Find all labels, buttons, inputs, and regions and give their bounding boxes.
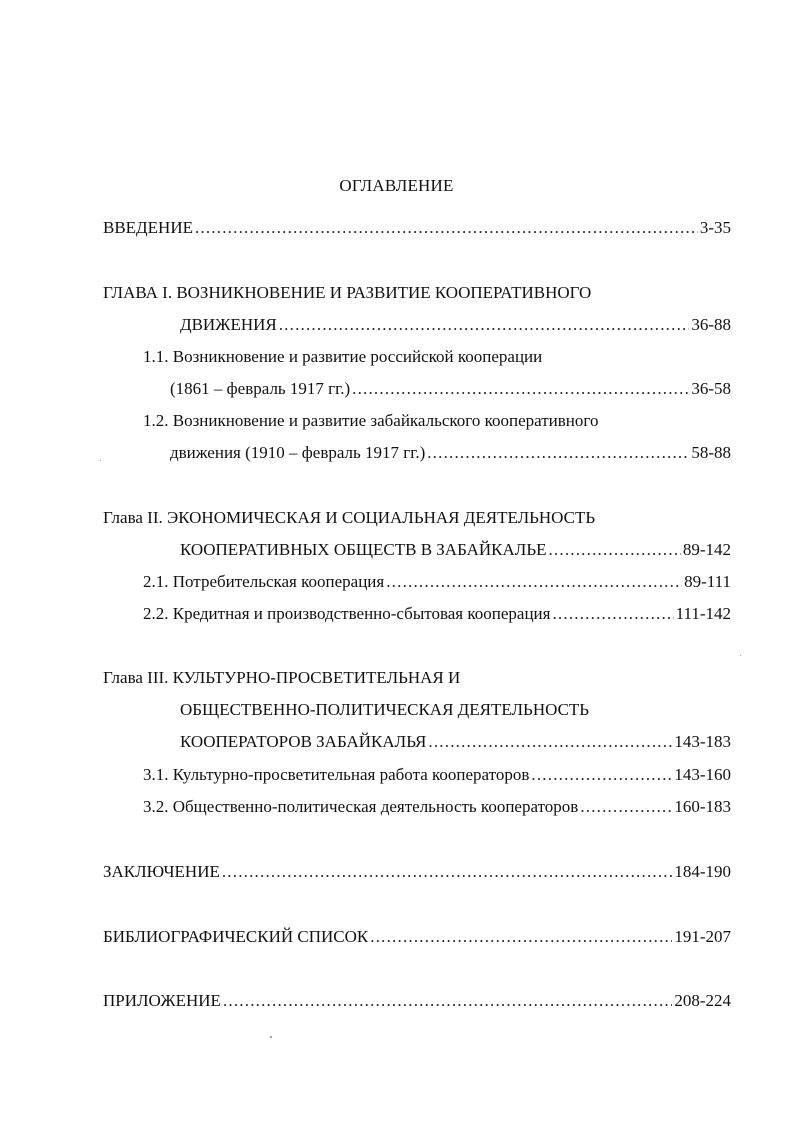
toc-entry-label: 3.1. Культурно-просветительная работа кооператоров bbox=[143, 765, 530, 784]
dot-leader bbox=[580, 796, 672, 818]
toc-section-1-1-heading: 1.1. Возникновение и развитие российской кооперации bbox=[143, 347, 543, 366]
toc-entry-chapter1 bbox=[180, 314, 731, 336]
toc-entry-section-1-2 bbox=[170, 442, 731, 464]
toc-chapter3-heading-cont: ОБЩЕСТВЕННО-ПОЛИТИЧЕСКАЯ ДЕЯТЕЛЬНОСТЬ bbox=[180, 700, 590, 719]
toc-chapter3-heading: Глава III. КУЛЬТУРНО-ПРОСВЕТИТЕЛЬНАЯ И bbox=[103, 668, 461, 687]
dot-leader bbox=[428, 731, 672, 753]
scan-speck bbox=[740, 655, 741, 656]
toc-chapter1-heading: ГЛАВА I. ВОЗНИКНОВЕНИЕ И РАЗВИТИЕ КООПЕРАТИВНОГО bbox=[103, 283, 592, 302]
toc-entry-label: 2.2. Кредитная и производственно-сбытовая кооперация bbox=[143, 604, 551, 623]
dot-leader bbox=[223, 990, 672, 1012]
toc-entry-chapter3 bbox=[180, 731, 731, 753]
toc-entry-section-2-1 bbox=[143, 571, 731, 593]
toc-entry-bibliography bbox=[103, 926, 731, 948]
toc-entry-label: КООПЕРАТИВНЫХ ОБЩЕСТВ В ЗАБАЙКАЛЬЕ bbox=[180, 540, 547, 559]
toc-entry-label: движения (1910 – февраль 1917 гг.) bbox=[170, 443, 426, 462]
toc-entry-label: ВВЕДЕНИЕ bbox=[103, 218, 193, 237]
toc-page-number: 191-207 bbox=[674, 927, 731, 946]
dot-leader bbox=[352, 378, 689, 400]
scan-speck bbox=[100, 460, 101, 461]
toc-page-number: 111-142 bbox=[675, 604, 731, 623]
toc-page-number: 58-88 bbox=[691, 443, 731, 462]
toc-page-number: 184-190 bbox=[674, 862, 731, 881]
toc-page-number: 143-160 bbox=[674, 765, 731, 784]
page-title: ОГЛАВЛЕНИЕ bbox=[339, 176, 454, 195]
scan-speck bbox=[270, 1036, 272, 1038]
dot-leader bbox=[195, 217, 698, 239]
toc-page-number: 36-58 bbox=[691, 379, 731, 398]
toc-entry-section-1-1 bbox=[170, 378, 731, 400]
toc-page-number: 160-183 bbox=[674, 797, 731, 816]
toc-entry-label: 3.2. Общественно-политическая деятельность кооператоров bbox=[143, 797, 579, 816]
dot-leader bbox=[370, 926, 672, 948]
toc-entry-label: ПРИЛОЖЕНИЕ bbox=[103, 991, 221, 1010]
toc-page-number: 208-224 bbox=[674, 991, 731, 1010]
toc-entry-section-3-1 bbox=[143, 764, 731, 786]
toc-entry-label: ДВИЖЕНИЯ bbox=[180, 315, 277, 334]
toc-section-1-2-heading: 1.2. Возникновение и развитие забайкальского кооперативного bbox=[143, 411, 599, 430]
toc-page-number: 3-35 bbox=[699, 218, 731, 237]
toc-entry-label: БИБЛИОГРАФИЧЕСКИЙ СПИСОК bbox=[103, 927, 369, 946]
dot-leader bbox=[531, 764, 672, 786]
toc-page-number: 143-183 bbox=[674, 732, 731, 751]
toc-entry-label: КООПЕРАТОРОВ ЗАБАЙКАЛЬЯ bbox=[180, 732, 427, 751]
dot-leader bbox=[279, 314, 690, 336]
toc-entry-label: ЗАКЛЮЧЕНИЕ bbox=[103, 862, 220, 881]
toc-entry-section-3-2 bbox=[143, 796, 731, 818]
dot-leader bbox=[427, 442, 689, 464]
dot-leader bbox=[222, 861, 672, 883]
toc-page-number: 89-111 bbox=[684, 572, 731, 591]
toc-entry-appendix bbox=[103, 990, 731, 1012]
toc-entry-section-2-2 bbox=[143, 603, 731, 625]
toc-page-number: 89-142 bbox=[682, 540, 731, 559]
toc-entry-label: 2.1. Потребительская кооперация bbox=[143, 572, 385, 591]
dot-leader bbox=[552, 603, 673, 625]
toc-entry-intro bbox=[103, 217, 731, 239]
dot-leader bbox=[386, 571, 682, 593]
toc-entry-chapter2 bbox=[180, 539, 731, 561]
toc-chapter2-heading: Глава II. ЭКОНОМИЧЕСКАЯ И СОЦИАЛЬНАЯ ДЕЯТЕЛЬНОСТЬ bbox=[103, 508, 596, 527]
toc-page-number: 36-88 bbox=[691, 315, 731, 334]
toc-entry-conclusion bbox=[103, 861, 731, 883]
dot-leader bbox=[548, 539, 680, 561]
toc-entry-label: (1861 – февраль 1917 гг.) bbox=[170, 379, 351, 398]
